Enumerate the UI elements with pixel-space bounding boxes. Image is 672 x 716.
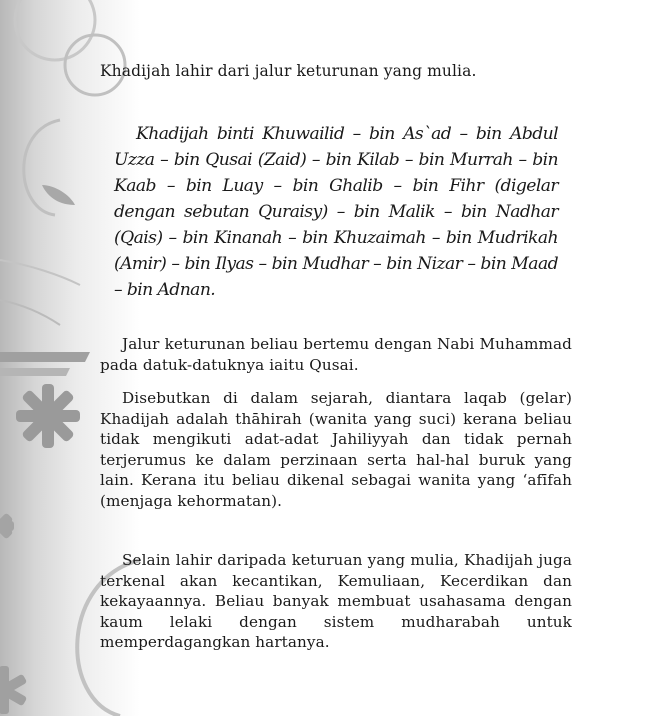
swirl-ornament-icon xyxy=(0,300,60,325)
band-ornament-icon xyxy=(0,352,90,362)
flower-ornament-icon xyxy=(0,666,27,714)
circle-ornament-icon xyxy=(15,0,95,60)
paragraph: Selain lahir daripada keturuan yang mulia, Khadijah juga terkenal akan kecantikan, Kemuliaan, Kecerdikan dan kekayaannya. Beliau banyak membuat usahasama dengan kaum lelaki dengan sistem mudharabah untuk memperdagangkan hartanya. xyxy=(100,551,572,651)
book-page xyxy=(100,0,572,716)
intro-sentence: Khadijah lahir dari jalur keturunan yang mulia. xyxy=(100,62,477,80)
swirl-ornament-icon xyxy=(24,120,60,215)
lineage-passage: Khadijah binti Khuwailid – bin As`ad – bin Abdul Uzza – bin Qusai (Zaid) – bin Kilab – bin Murrah – bin Kaab – bin Luay – bin Ghalib – bin Fihr (digelar dengan sebutan Quraisy) – bin Malik – bin Nadhar (Qais) – bin Kinanah – bin Khuzaimah – bin Mudrikah (Amir) – bin Ilyas – bin Mudhar – bin Nizar – bin Maad – bin Adnan. xyxy=(114,124,558,300)
flower-ornament-icon xyxy=(16,384,80,448)
band-ornament-icon xyxy=(0,368,70,376)
paragraph: Disebutkan di dalam sejarah, diantara laqab (gelar) Khadijah adalah thāhirah (wanita yang suci) kerana beliau tidak mengikuti adat-adat Jahiliyyah dan tidak pernah terjerumus ke dalam perzinaan serta hal-hal buruk yang lain. Kerana itu beliau dikenal sebagai wanita yang ‘afīfah (menjaga kehormatan). xyxy=(100,389,572,510)
flower-ornament-icon xyxy=(0,513,14,540)
swirl-ornament-icon xyxy=(0,260,80,285)
paragraph: Jalur keturunan beliau bertemu dengan Nabi Muhammad pada datuk-datuknya iaitu Qusai. xyxy=(100,335,572,374)
leaf-ornament-icon xyxy=(42,185,75,205)
